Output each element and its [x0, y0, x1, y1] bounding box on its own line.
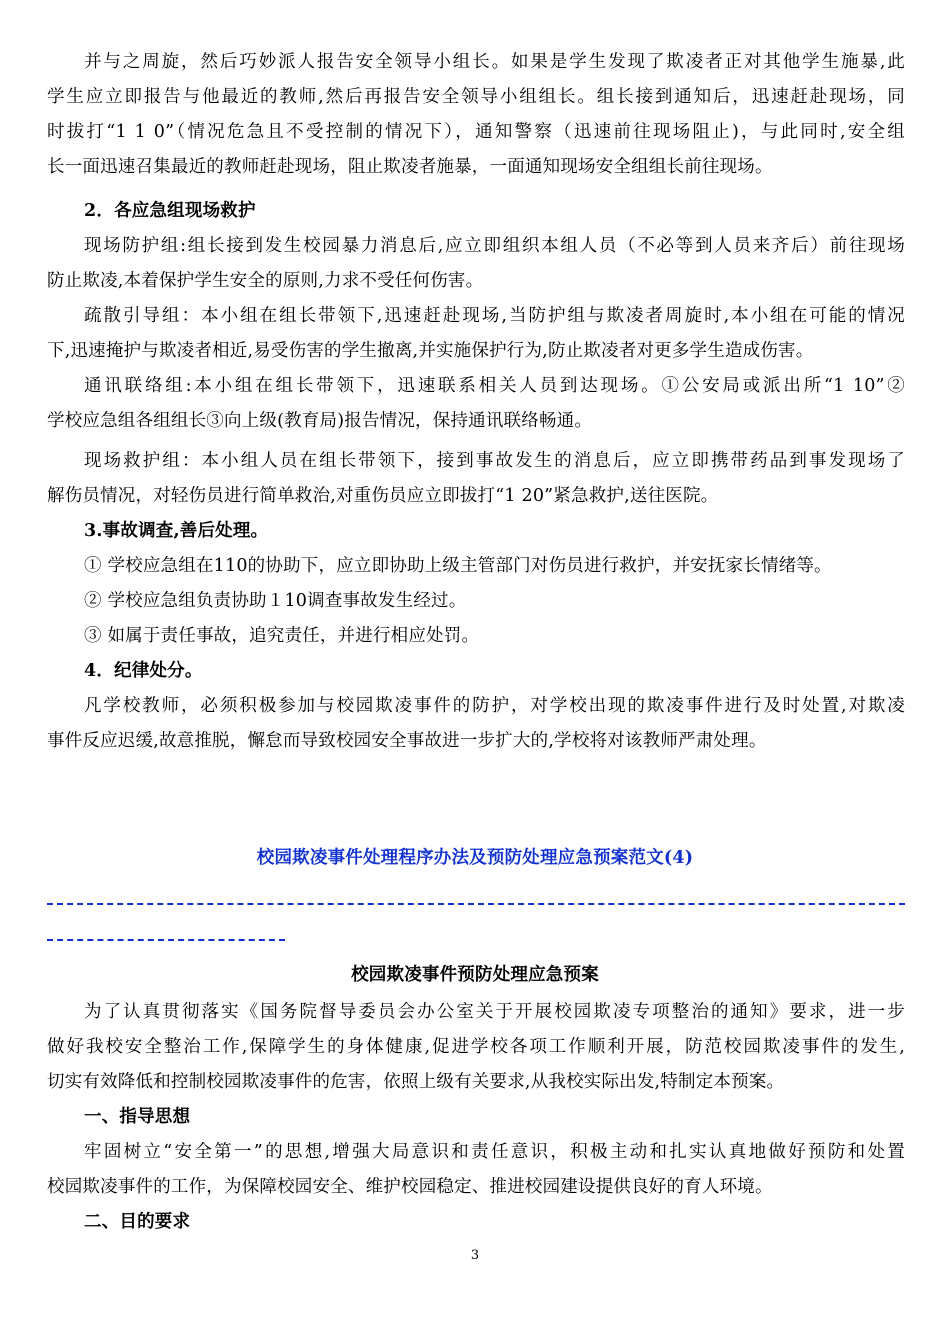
para-line: 并与之周旋，然后巧妙派人报告安全领导小组长。如果是学生发现了欺凌者正对其他学生施暴,此: [84, 52, 905, 72]
article-title: 校园欺凌事件处理程序办法及预防处理应急预案范文(4): [256, 848, 694, 868]
para-line: 长一面迅速召集最近的教师赶赴现场，阻止欺凌者施暴，一面通知现场安全组组长前往现场。: [47, 157, 773, 177]
para-line: 通讯联络组:本小组在组长带领下，迅速联系相关人员到达现场。①公安局或派出所“1 10”②: [84, 376, 905, 396]
para-line: 为了认真贯彻落实《国务院督导委员会办公室关于开展校园欺凌专项整治的通知》要求，进一步: [84, 1002, 905, 1022]
separator-line: [47, 903, 905, 905]
para-line: 防止欺凌,本着保护学生安全的原则,力求不受任何伤害。: [47, 271, 484, 291]
list-item: ① 学校应急组在110的协助下，应立即协助上级主管部门对伤员进行救护，并安抚家长情绪等。: [84, 556, 832, 576]
para-line: 凡学校教师，必须积极参加与校园欺凌事件的防护，对学校出现的欺凌事件进行及时处置,对欺凌: [84, 696, 905, 716]
para-line: 切实有效降低和控制校园欺凌事件的危害，依照上级有关要求,从我校实际出发,特制定本预案。: [47, 1072, 785, 1092]
para-line: 学校应急组各组组长③向上级(教育局)报告情况，保持通讯联络畅通。: [47, 411, 593, 431]
para-line: 校园欺凌事件的工作，为保障校园安全、维护校园稳定、推进校园建设提供良好的育人环境。: [47, 1177, 773, 1197]
section-heading: 二、目的要求: [84, 1212, 191, 1232]
para-line: 学生应立即报告与他最近的教师,然后再报告安全领导小组组长。组长接到通知后，迅速赶赴现场，同: [47, 87, 905, 107]
separator-line: [47, 939, 285, 941]
section-heading: 2．各应急组现场救护: [84, 201, 256, 221]
para-line: 疏散引导组：本小组在组长带领下,迅速赶赴现场,当防护组与欺凌者周旋时,本小组在可能的情况: [84, 306, 905, 326]
list-item: ② 学校应急组负责协助１10调查事故发生经过。: [84, 591, 467, 611]
para-line: 现场救护组：本小组人员在组长带领下，接到事故发生的消息后，应立即携带药品到事发现场了: [84, 451, 905, 471]
para-line: 下,迅速掩护与欺凌者相近,易受伤害的学生撤离,并实施保护行为,防止欺凌者对更多学生造成伤害。: [47, 341, 814, 361]
section-heading: 3.事故调查,善后处理。: [84, 521, 269, 541]
para-line: 现场防护组:组长接到发生校园暴力消息后,应立即组织本组人员（不必等到人员来齐后）前往现场: [84, 236, 905, 256]
document-title: 校园欺凌事件预防处理应急预案: [351, 965, 599, 985]
para-line: 解伤员情况，对轻伤员进行简单救治,对重伤员应立即拔打“1 20”紧急救护,送往医院。: [47, 486, 719, 506]
para-line: 时拔打“1 1 0”（情况危急且不受控制的情况下），通知警察（迅速前往现场阻止)，与此同时,安全组: [47, 122, 905, 142]
para-line: 牢固树立“安全第一”的思想,增强大局意识和责任意识，积极主动和扎实认真地做好预防和处置: [84, 1142, 905, 1162]
section-heading: 4．纪律处分。: [84, 661, 203, 681]
para-line: 事件反应迟缓,故意推脱，懈怠而导致校园安全事故进一步扩大的,学校将对该教师严肃处理。: [47, 731, 767, 751]
para-line: 做好我校安全整治工作,保障学生的身体健康,促进学校各项工作顺利开展，防范校园欺凌事件的发生,: [47, 1037, 905, 1057]
page-number: 3: [470, 1248, 480, 1263]
section-heading: 一、指导思想: [84, 1107, 191, 1127]
list-item: ③ 如属于责任事故，追究责任，并进行相应处罚。: [84, 626, 480, 646]
